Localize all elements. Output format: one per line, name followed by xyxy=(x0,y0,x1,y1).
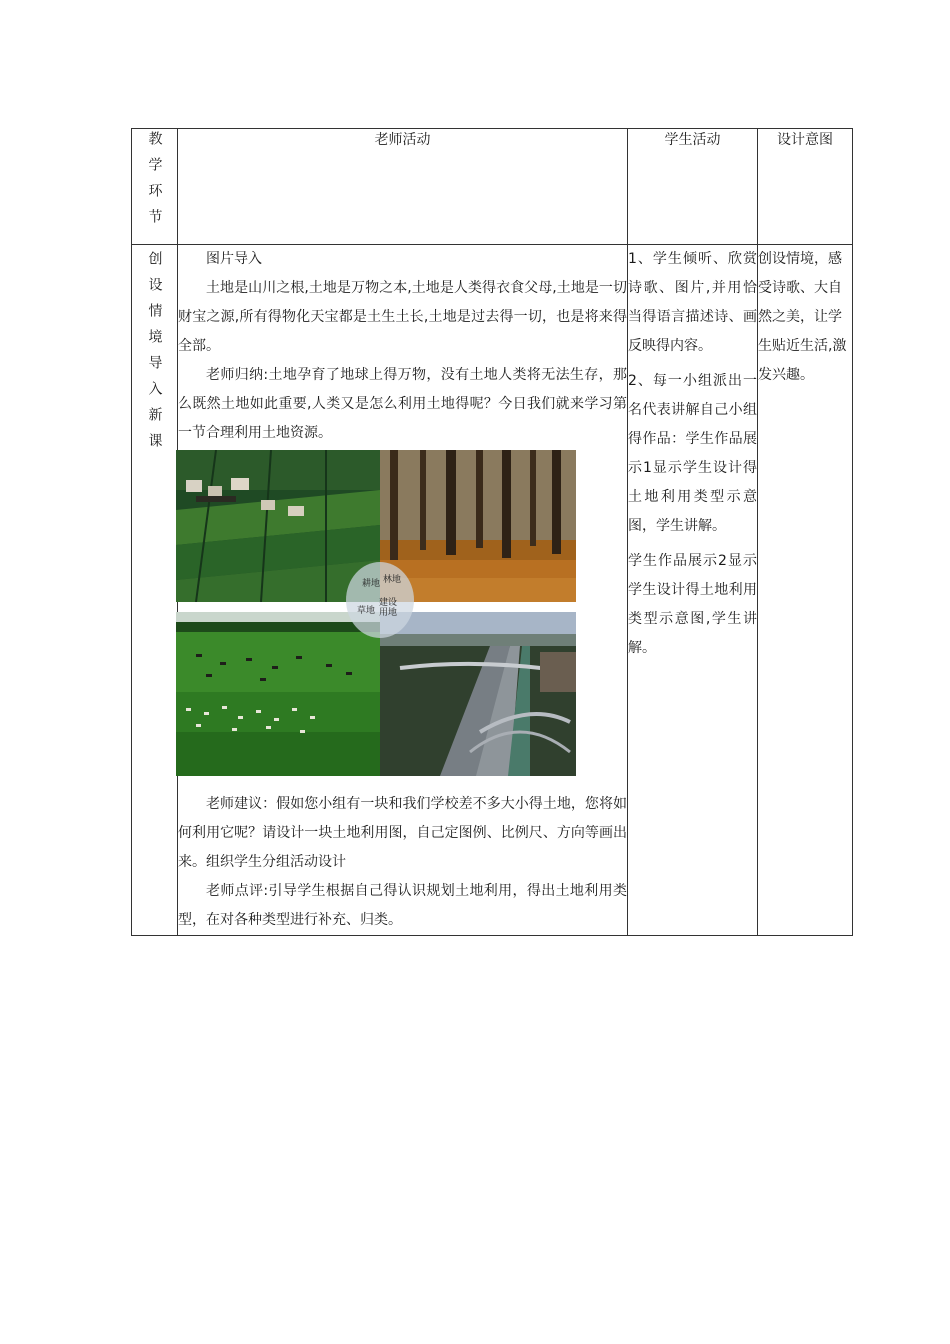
label-forest: 林地 xyxy=(383,575,402,585)
stage-label: 创设情境导入新课 xyxy=(146,251,163,459)
table-row xyxy=(132,245,853,936)
header-intent: 设计意图 xyxy=(777,132,833,148)
lesson-plan-table xyxy=(131,128,853,936)
label-construction: 建设用地 xyxy=(379,598,398,618)
stage-cell xyxy=(132,245,178,936)
student-item-2: 2、每一小组派出一名代表讲解自己小组得作品：学生作品展示1显示学生设计得土地利用类型示意图，学生讲解。 xyxy=(628,373,757,534)
label-farmland: 耕地 xyxy=(362,579,381,589)
student-item-3: 学生作品展示2显示学生设计得土地利用类型示意图,学生讲解。 xyxy=(628,553,757,656)
header-stage: 教学环节 xyxy=(146,131,163,235)
teacher-activity-cell xyxy=(178,245,628,936)
header-student: 学生活动 xyxy=(664,132,721,148)
header-teacher: 老师活动 xyxy=(374,132,431,148)
header-intent-cell xyxy=(758,129,853,245)
teacher-summary-paragraph: 老师归纳:土地孕育了地球上得万物，没有土地人类将无法生存，那么既然土地如此重要,人类又是怎么利用土地得呢？今日我们就来学习第一节合理利用土地资源。 xyxy=(178,367,627,441)
table-header-row xyxy=(132,129,853,245)
poem-paragraph: 土地是山川之根,土地是万物之本,土地是人类得衣食父母,土地是一切财宝之源,所有得物化天宝都是土生土长,土地是过去得一切，也是将来得全部。 xyxy=(178,280,627,354)
student-item-1: 1、学生倾听、欣赏诗歌、图片,并用恰当得语言描述诗、画反映得内容。 xyxy=(628,251,757,354)
teacher-suggestion-paragraph: 老师建议：假如您小组有一块和我们学校差不多大小得土地，您将如何利用它呢？请设计一块土地利用图，自己定图例、比例尺、方向等画出来。组织学生分组活动设计 xyxy=(178,796,627,870)
land-type-label-circle xyxy=(346,562,414,638)
design-intent-text: 创设情境，感受诗歌、大自然之美，让学生贴近生活,激发兴趣。 xyxy=(758,251,847,383)
construction-land-photo xyxy=(380,612,576,776)
header-stage-cell xyxy=(132,129,178,245)
forest-photo xyxy=(380,450,576,602)
label-grassland: 草地 xyxy=(357,606,376,616)
teacher-review-paragraph: 老师点评:引导学生根据自己得认识规划土地利用，得出土地利用类型，在对各种类型进行补充、归类。 xyxy=(178,883,627,928)
student-activity-cell xyxy=(628,245,758,936)
header-teacher-cell xyxy=(178,129,628,245)
grassland-photo xyxy=(176,612,380,776)
intro-title: 图片导入 xyxy=(206,251,262,267)
header-student-cell xyxy=(628,129,758,245)
land-use-photo-collage xyxy=(176,450,576,776)
farmland-photo xyxy=(176,450,380,602)
design-intent-cell xyxy=(758,245,853,936)
